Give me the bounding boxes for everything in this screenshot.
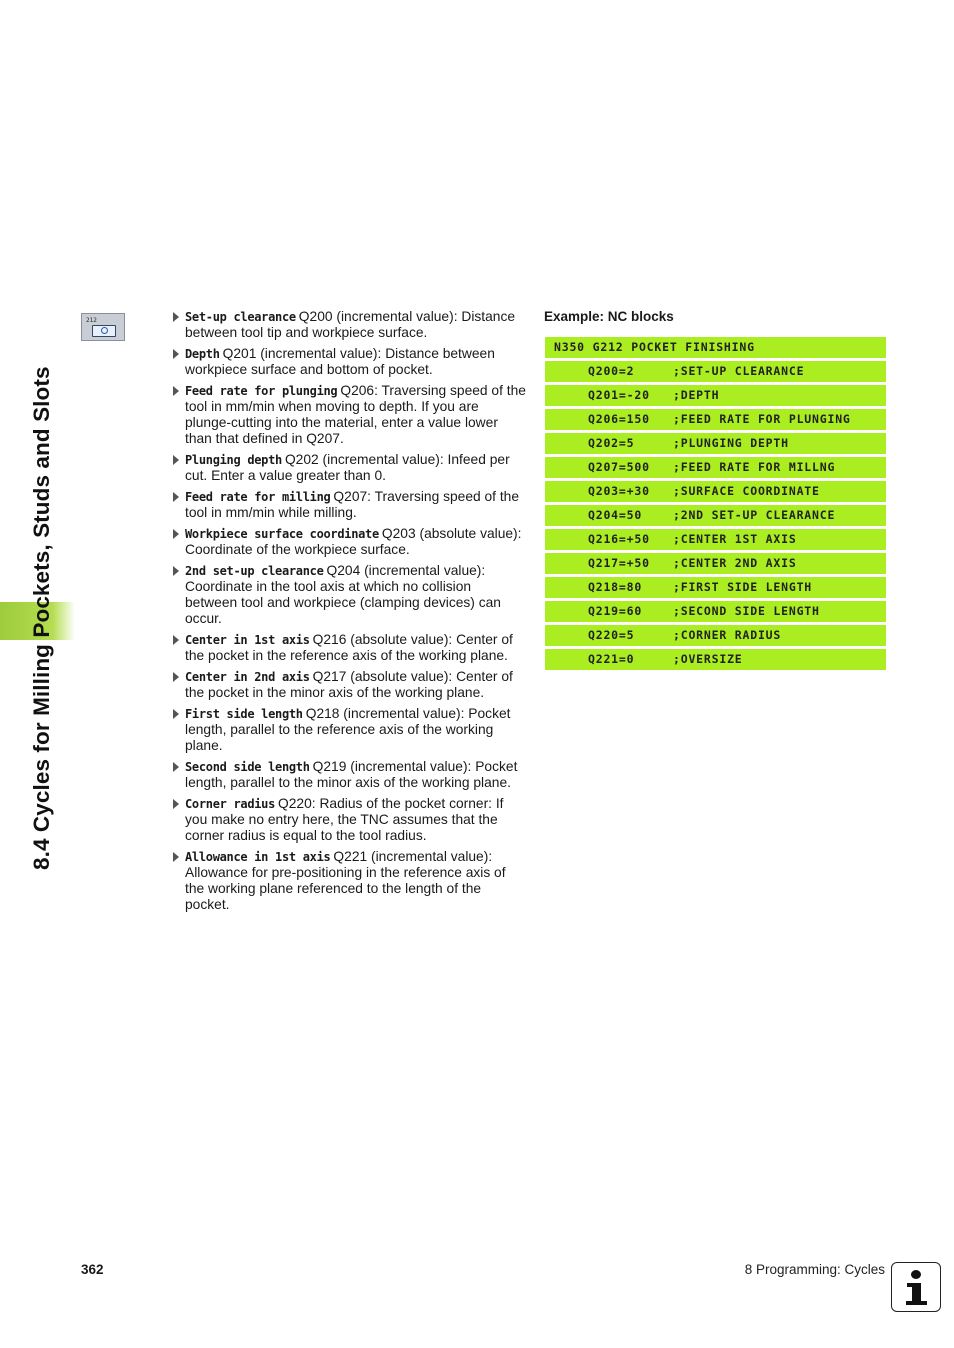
arrow-right-icon [173,672,179,682]
nc-comment: ;SURFACE COORDINATE [673,484,820,498]
param-name: Corner radius [185,797,276,811]
list-item [171,563,526,627]
nc-code: Q216=+50 [588,532,650,546]
list-item [171,526,526,558]
list-item [171,796,526,844]
chapter-footer: 8 Programming: Cycles [744,1262,885,1277]
arrow-right-icon [173,312,179,322]
nc-code: Q206=150 [588,412,650,426]
arrow-right-icon [173,492,179,502]
nc-comment: ;PLUNGING DEPTH [673,436,789,450]
nc-comment: ;OVERSIZE [673,652,743,666]
table-row [545,553,886,574]
cycle-212-icon[interactable] [81,313,125,341]
cycle-number: 212 [86,317,97,324]
param-desc: Q218 (incremental value): Pocket length, parallel to the reference axis of the working plane. [185,706,511,753]
nc-code: Q201=-20 [588,388,650,402]
arrow-right-icon [173,852,179,862]
param-name: 2nd set-up clearance [185,564,324,578]
nc-comment: ;FIRST SIDE LENGTH [673,580,813,594]
table-row [545,361,886,382]
table-row [545,505,886,526]
nc-head-line: N350 G212 POCKET FINISHING [554,340,755,354]
param-name: Set-up clearance [185,310,296,324]
nc-code: Q203=+30 [588,484,650,498]
list-item [171,706,526,754]
nc-code: Q219=60 [588,604,643,618]
nc-comment: ;DEPTH [673,388,720,402]
param-desc: Q220: Radius of the pocket corner: If you make no entry here, the TNC assumes that the corner radius is equal to the tool radius. [185,796,504,843]
arrow-right-icon [173,386,179,396]
nc-comment: ;FEED RATE FOR PLUNGING [673,412,851,426]
param-desc: Q202 (incremental value): Infeed per cut. Enter a value greater than 0. [185,452,510,483]
chapter-side-title: 8.4 Cycles for Milling Pockets, Studs and Slots [29,366,54,870]
table-row [545,529,886,550]
param-desc: Q207: Traversing speed of the tool in mm/min while milling. [185,489,520,520]
param-name: Center in 2nd axis [185,670,310,684]
table-row [545,649,886,670]
nc-comment: ;2ND SET-UP CLEARANCE [673,508,836,522]
nc-comment: ;CENTER 2ND AXIS [673,556,797,570]
list-item [171,452,526,484]
nc-comment: ;CENTER 1ST AXIS [673,532,797,546]
info-icon[interactable] [891,1262,941,1312]
table-row [545,385,886,406]
nc-code: Q200=2 [588,364,635,378]
list-item [171,669,526,701]
table-row [545,601,886,622]
param-name: Workpiece surface coordinate [185,527,379,541]
nc-code: Q207=500 [588,460,650,474]
param-desc: Q203 (absolute value): Coordinate of the workpiece surface. [185,526,522,557]
table-row [545,433,886,454]
param-desc: Q216 (absolute value): Center of the pocket in the reference axis of the working plane. [185,632,513,663]
list-item [171,309,526,341]
parameter-list [171,309,526,918]
arrow-right-icon [173,799,179,809]
arrow-right-icon [173,529,179,539]
param-name: Depth [185,347,220,361]
arrow-right-icon [173,709,179,719]
arrow-right-icon [173,349,179,359]
param-name: First side length [185,707,303,721]
table-row [545,481,886,502]
arrow-right-icon [173,635,179,645]
param-desc: Q204 (incremental value): Coordinate in the tool axis at which no collision between tool and workpiece (clamping devices) can occur. [185,563,501,626]
nc-code: Q217=+50 [588,556,650,570]
table-row [545,625,886,646]
table-row [545,457,886,478]
nc-blocks-table [545,337,886,673]
param-name: Center in 1st axis [185,633,310,647]
list-item [171,759,526,791]
list-item [171,849,526,913]
param-desc: Q206: Traversing speed of the tool in mm/min when moving to depth. If you are plunge-cutting into the material, enter a value lower than that defined in Q207. [185,383,526,446]
arrow-right-icon [173,566,179,576]
param-name: Second side length [185,760,310,774]
param-desc: Q200 (incremental value): Distance between tool tip and workpiece surface. [185,309,516,340]
nc-head-row [545,337,886,358]
list-item [171,489,526,521]
list-item [171,346,526,378]
nc-comment: ;CORNER RADIUS [673,628,782,642]
arrow-right-icon [173,455,179,465]
list-item [171,632,526,664]
arrow-right-icon [173,762,179,772]
nc-code: Q218=80 [588,580,643,594]
param-desc: Q219 (incremental value): Pocket length, parallel to the minor axis of the working plane. [185,759,518,790]
param-name: Feed rate for milling [185,490,331,504]
param-name: Plunging depth [185,453,282,467]
nc-code: Q202=5 [588,436,635,450]
table-row [545,409,886,430]
param-desc: Q221 (incremental value): Allowance for pre-positioning in the reference axis of the working plane referenced to the length of the pocket. [185,849,506,912]
nc-code: Q220=5 [588,628,635,642]
nc-comment: ;FEED RATE FOR MILLNG [673,460,836,474]
nc-comment: ;SECOND SIDE LENGTH [673,604,820,618]
pocket-icon [92,325,116,337]
example-heading: Example: NC blocks [544,309,674,324]
param-name: Allowance in 1st axis [185,850,331,864]
param-name: Feed rate for plunging [185,384,338,398]
page-number: 362 [81,1262,104,1277]
list-item [171,383,526,447]
nc-comment: ;SET-UP CLEARANCE [673,364,805,378]
nc-code: Q221=0 [588,652,635,666]
param-desc: Q201 (incremental value): Distance between workpiece surface and bottom of pocket. [185,346,495,377]
table-row [545,577,886,598]
nc-code: Q204=50 [588,508,643,522]
param-desc: Q217 (absolute value): Center of the pocket in the minor axis of the working plane. [185,669,513,700]
